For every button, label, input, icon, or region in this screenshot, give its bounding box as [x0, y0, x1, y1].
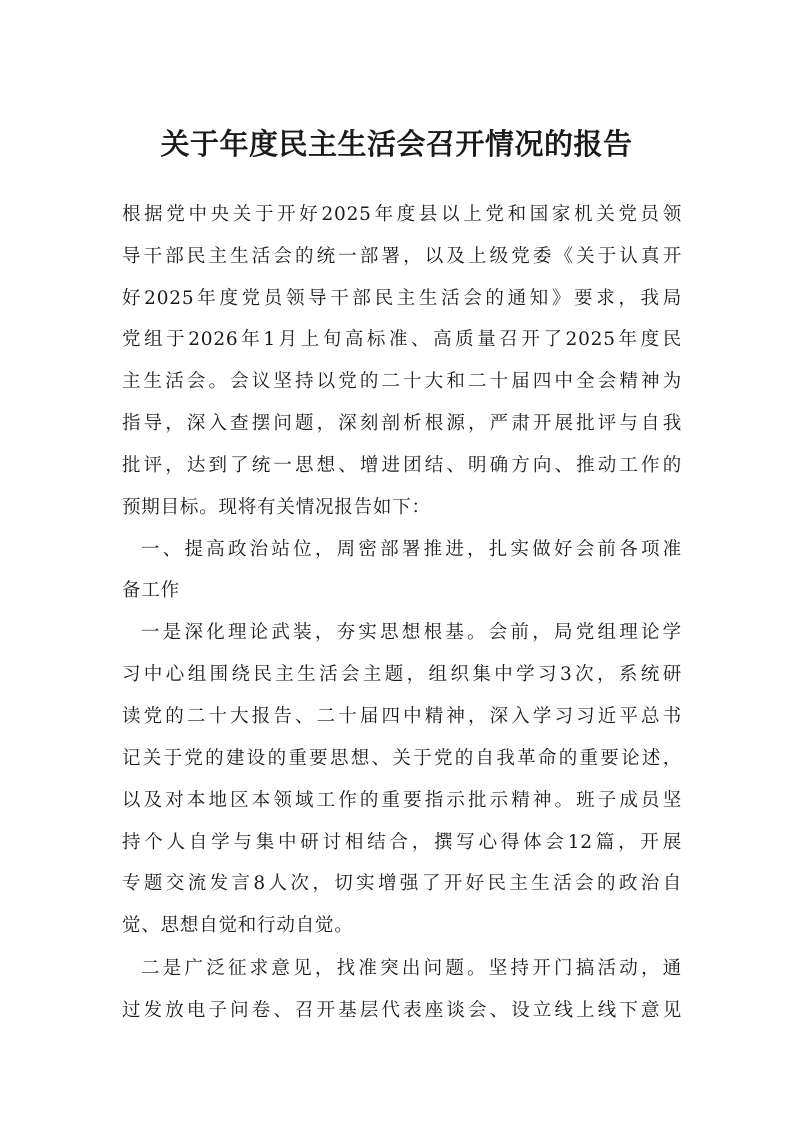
paragraph-line: 导干部民主生活会的统一部署，以及上级党委《关于认真开 — [122, 246, 682, 267]
paragraph-line: 根据党中央关于开好2025年度县以上党和国家机关党员领 — [122, 204, 682, 225]
paragraph-line: 觉、思想自觉和行动自觉。 — [122, 915, 354, 936]
paragraph-line: 主生活会。会议坚持以党的二十大和二十届四中全会精神为 — [122, 371, 682, 392]
document-title: 关于年度民主生活会召开情况的报告 — [160, 127, 633, 161]
paragraph-line: 持个人自学与集中研讨相结合，撰写心得体会12篇，开展 — [122, 832, 682, 853]
paragraph-line: 专题交流发言8人次，切实增强了开好民主生活会的政治自 — [122, 873, 682, 894]
paragraph-line: 过发放电子问卷、召开基层代表座谈会、设立线上线下意见 — [122, 1000, 682, 1021]
paragraph-line: 以及对本地区本领域工作的重要指示批示精神。班子成员坚 — [122, 790, 682, 811]
paragraph-line: 一是深化理论武装，夯实思想根基。会前，局党组理论学 — [141, 622, 682, 643]
paragraph-line: 二是广泛征求意见，找准突出问题。坚持开门搞活动，通 — [141, 958, 682, 979]
paragraph-line: 好2025年度党员领导干部民主生活会的通知》要求，我局 — [122, 288, 682, 309]
paragraph-line: 读党的二十大报告、二十届四中精神，深入学习习近平总书 — [122, 706, 682, 727]
paragraph-line: 习中心组围绕民主生活会主题，组织集中学习3次，系统研 — [122, 664, 682, 685]
paragraph-line: 指导，深入查摆问题，深刻剖析根源，严肃开展批评与自我 — [122, 413, 682, 434]
section-heading-line: 备工作 — [122, 580, 180, 601]
paragraph-line: 党组于2026年1月上旬高标准、高质量召开了2025年度民 — [122, 329, 682, 350]
paragraph-line: 记关于党的建设的重要思想、关于党的自我革命的重要论述， — [122, 748, 682, 769]
paragraph-line: 批评，达到了统一思想、增进团结、明确方向、推动工作的 — [122, 455, 682, 476]
paragraph-line: 预期目标。现将有关情况报告如下： — [122, 497, 431, 518]
section-heading-line: 一、提高政治站位，周密部署推进，扎实做好会前各项准 — [141, 539, 682, 560]
